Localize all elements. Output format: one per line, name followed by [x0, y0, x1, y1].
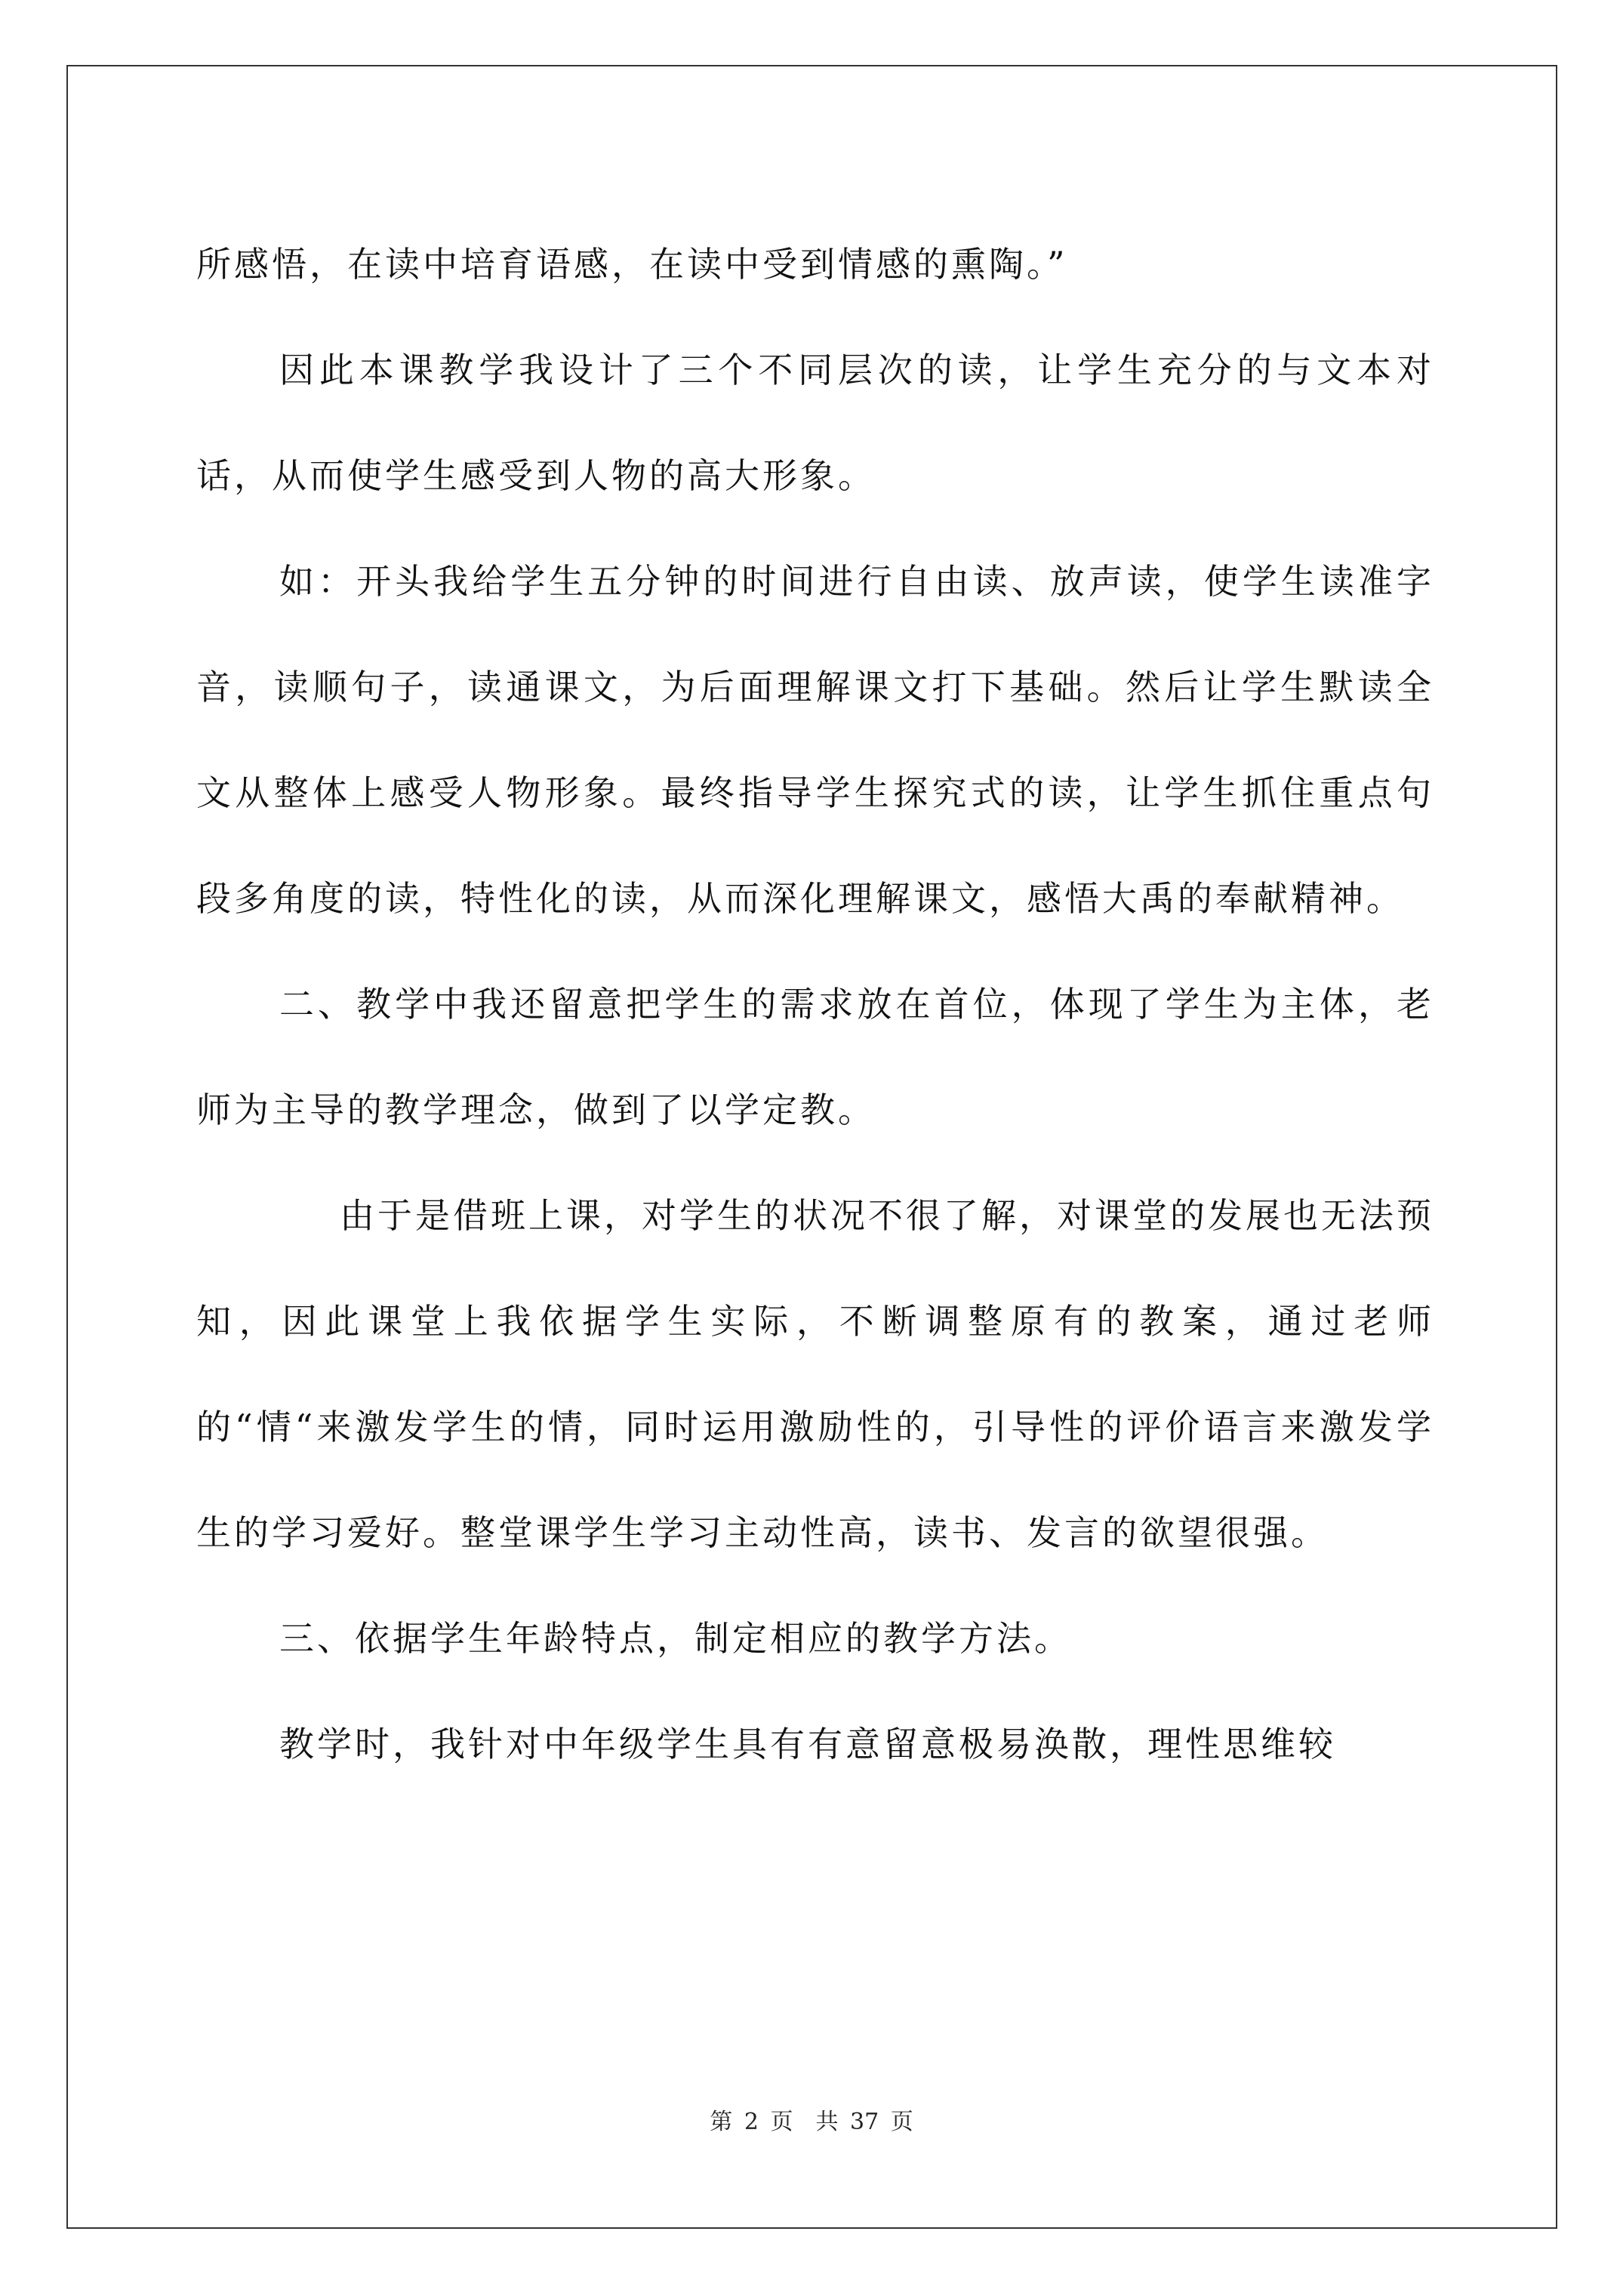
- paragraph-3: 如：开头我给学生五分钟的时间进行自由读、放声读，使学生读准字音，读顺句子，读通课文，为后面理解课文打下基础。然后让学生默读全文从整体上感受人物形象。最终指导学生探究式的读，让学生抓住重点句段多角度的读，特性化的读，从而深化理解课文，感悟大禹的奉献精神。: [196, 561, 1434, 919]
- paragraph-1: 所感悟，在读中培育语感，在读中受到情感的熏陶。”: [196, 244, 1068, 285]
- paragraph-5: 由于是借班上课，对学生的状况不很了解，对课堂的发展也无法预知，因此课堂上我依据学生实际，不断调整原有的教案，通过老师的“情“来激发学生的情，同时运用激励性的，引导性的评价语言来激发学生的学习爱好。整堂课学生学习主动性高，读书、发言的欲望很强。: [196, 1195, 1434, 1553]
- paragraph-4: 二、教学中我还留意把学生的需求放在首位，体现了学生为主体，老师为主导的教学理念，做到了以学定教。: [196, 984, 1434, 1130]
- page-number-footer: 第 2 页 共 37 页: [710, 2109, 913, 2135]
- paragraph-7: 教学时，我针对中年级学生具有有意留意极易涣散，理性思维较: [279, 1724, 1336, 1764]
- document-body: [196, 211, 1434, 1797]
- paragraph-2: 因此本课教学我设计了三个不同层次的读，让学生充分的与文本对话，从而使学生感受到人物的高大形象。: [196, 350, 1434, 496]
- paragraph-6: 三、依据学生年龄特点，制定相应的教学方法。: [279, 1618, 1072, 1659]
